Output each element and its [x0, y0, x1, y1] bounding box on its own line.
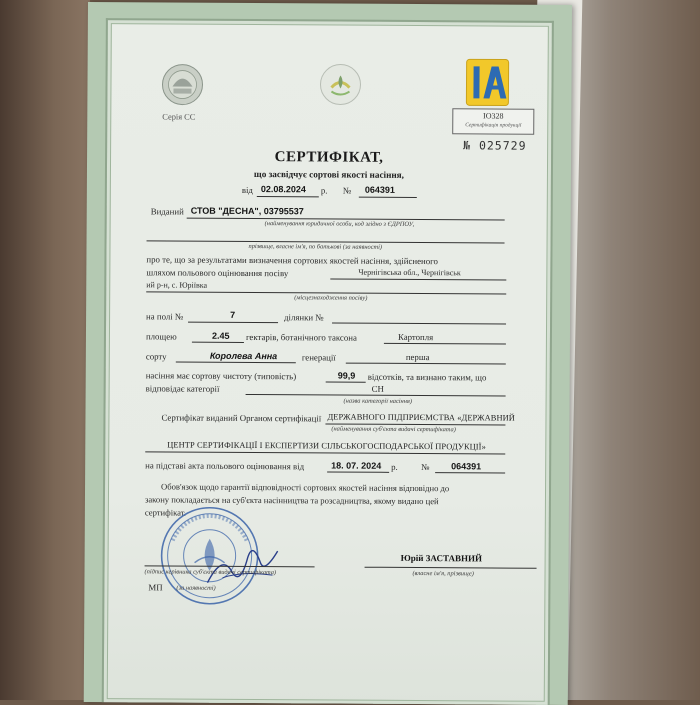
obligation-line-a: Обов'язок щодо гарантії відповідності сортових якостей насіння відповідно до — [161, 481, 450, 494]
issuing-body-label: Сертифікат виданий Органом сертифікації — [161, 412, 322, 424]
signature-caption: (підпис керівника суб'єкта видачі сертифіката) — [144, 568, 277, 577]
background-left — [0, 0, 90, 700]
purity-value: 99,9 — [337, 370, 356, 381]
code-box-label: ІО328 — [483, 111, 504, 121]
act-label: на підставі акта польового оцінювання від — [145, 460, 305, 472]
act-date: 18. 07. 2024 — [331, 460, 382, 471]
obligation-line-c: сертифікат. — [144, 507, 187, 518]
issued-to-label: Виданий — [150, 206, 184, 217]
variety-label: сорту — [145, 351, 167, 362]
para1-line-a: про те, що за результатами визначення сортових якостей насіння, здійсненого — [146, 254, 438, 267]
issued-caption: (найменування юридичної особи, код згідно з ЄДРПОУ, — [264, 220, 415, 228]
plot-label: ділянки № — [284, 312, 324, 323]
taxon-value: Картопля — [397, 331, 434, 343]
code-box-sublabel: Сертифікація продукції — [465, 122, 522, 129]
issuing-body-value-b: ЦЕНТР СЕРТИФІКАЦІЇ І ЕКСПЕРТИЗИ СІЛЬСЬКОГОСПОДАРСЬКОЇ ПРОДУКЦІЇ» — [167, 440, 486, 452]
code-box — [452, 108, 534, 135]
serial-number: № 025729 — [463, 138, 527, 153]
purity-text-a: насіння має сортову чистоту (типовість) — [145, 370, 297, 382]
field-label: на полі № — [146, 311, 184, 322]
para1-line-b: шляхом польового оцінювання посіву — [146, 267, 289, 279]
certification-logo-icon — [465, 58, 509, 111]
series-label: Серія СС — [162, 112, 196, 122]
issued-caption-2: прізвище, власне ім'я, по батькові (за наявності) — [248, 242, 383, 251]
signer-caption: (власне ім'я, прізвище) — [412, 569, 474, 578]
number-value: 064391 — [364, 184, 395, 195]
field-value: 7 — [230, 309, 236, 320]
certificate-inner-frame — [102, 18, 554, 705]
generation-label: генерації — [301, 352, 336, 363]
location-value-b: ий р-н, с. Юріївка — [146, 280, 208, 290]
area-value: 2.45 — [211, 330, 230, 341]
page-title: СЕРТИФІКАТ, — [274, 149, 384, 166]
mp-caption: (за наявності) — [176, 584, 216, 592]
obligation-line-b: закону покладається на суб'єкта насінництва та розсадництва, якому видано цей — [144, 494, 439, 507]
category-value: СН — [371, 383, 384, 394]
variety-value: Королева Анна — [209, 350, 278, 362]
act-number-value: 064391 — [451, 461, 482, 472]
date-year-suffix: р. — [320, 185, 328, 196]
issued-to-value: СТОВ "ДЕСНА", 03795537 — [190, 205, 304, 217]
location-value-a: Чернігівська обл., Чернігівськ — [358, 267, 461, 278]
issuing-body-value-a: ДЕРЖАВНОГО ПІДПРИЄМСТВА «ДЕРЖАВНИЙ — [327, 412, 515, 423]
state-emblem-icon — [155, 60, 209, 115]
generation-value: перша — [405, 351, 430, 363]
act-number-label: № — [421, 462, 430, 473]
date-value: 02.08.2024 — [260, 184, 306, 195]
area-unit: гектарів, ботанічного таксона — [245, 331, 357, 343]
mp-label: МП — [148, 582, 163, 593]
date-prefix: від — [241, 184, 253, 196]
category-caption: (назва категорії насіння) — [343, 397, 413, 405]
number-label: № — [342, 185, 352, 196]
signer-name: Юрій ЗАСТАВНИЙ — [400, 552, 483, 564]
act-year-suffix: р. — [391, 461, 398, 472]
issuing-body-caption: (найменування суб'єкта видачі сертифіката) — [331, 425, 456, 434]
area-label: площею — [145, 331, 177, 342]
certificate-sheet — [84, 2, 572, 705]
category-label: відповідає категорії — [145, 383, 220, 394]
location-caption: (місцезнаходження посіву) — [294, 294, 368, 302]
page-subtitle: що засвідчує сортові якості насіння, — [253, 169, 404, 180]
purity-text-b: відсотків, та визнано таким, що — [367, 371, 487, 383]
center-logo-icon — [317, 61, 363, 112]
